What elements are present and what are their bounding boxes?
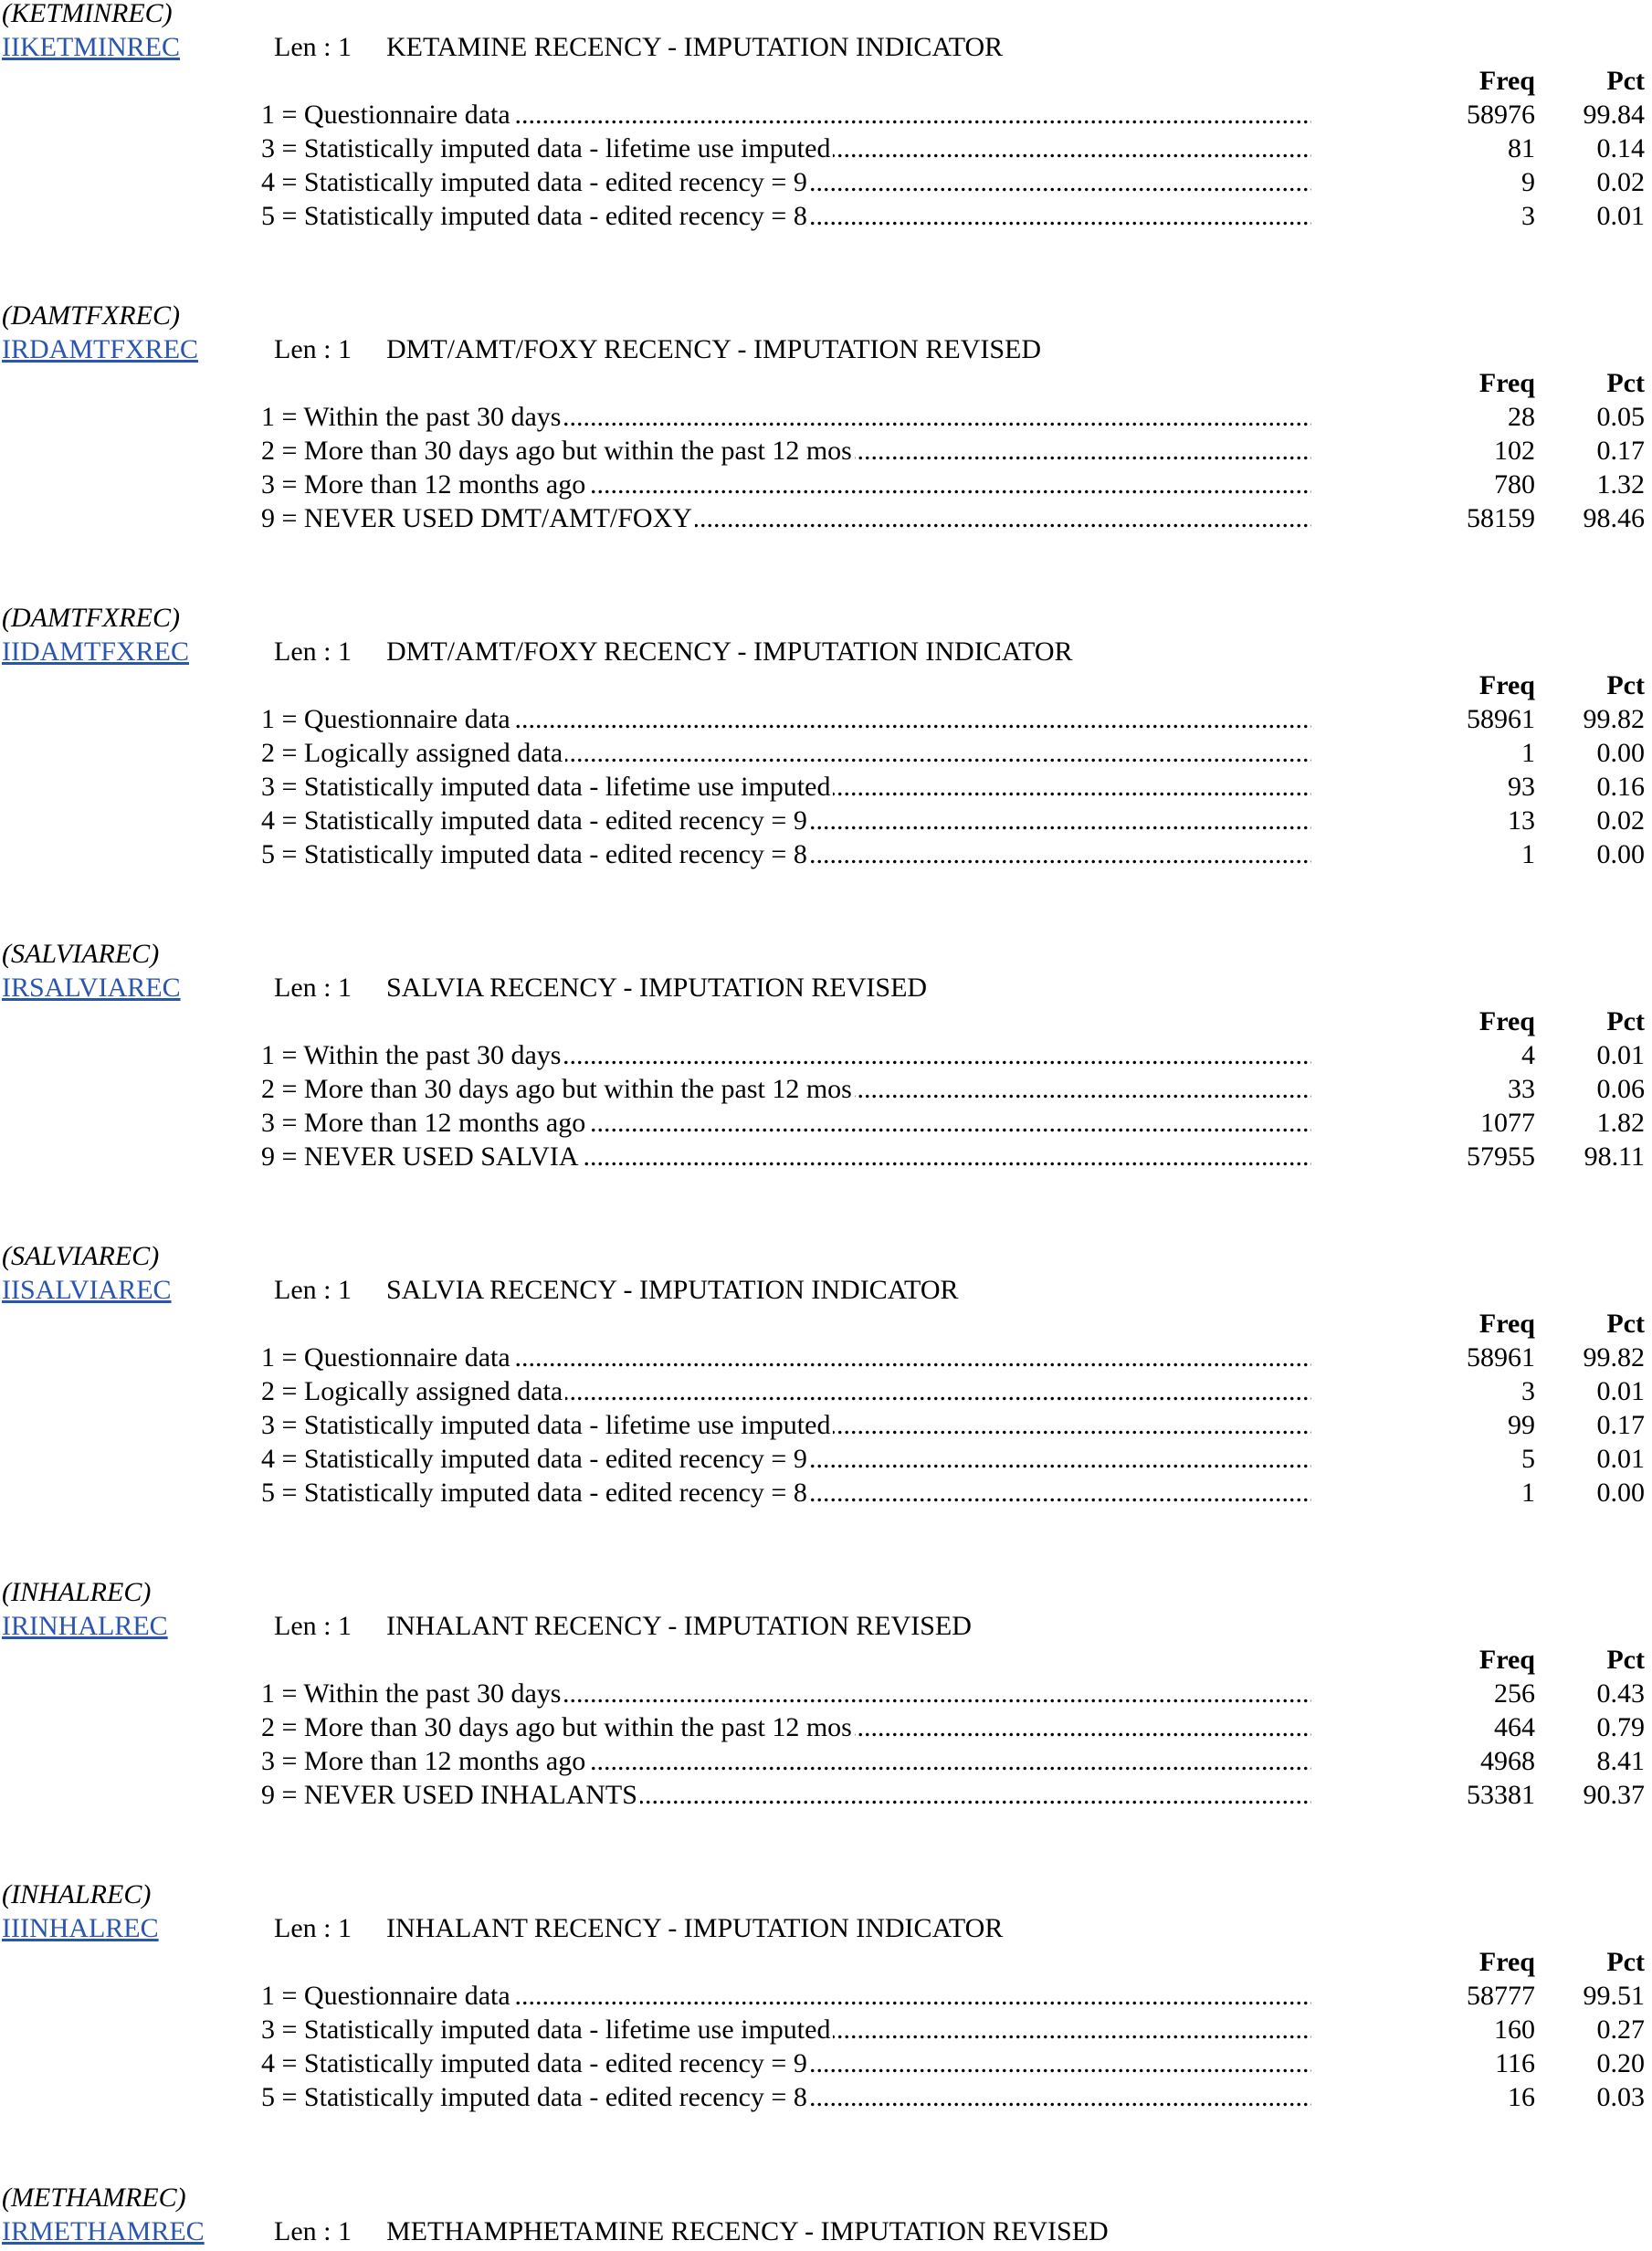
variable-name-link[interactable]: IRDAMTFXREC xyxy=(2,334,199,364)
value-label xyxy=(261,1748,1311,1779)
value-label xyxy=(261,706,1311,737)
value-label xyxy=(261,169,1311,200)
variable-name-link[interactable]: IIKETMINREC xyxy=(2,32,180,62)
value-label xyxy=(261,1378,1311,1409)
pct-value: 8.41 xyxy=(1596,1746,1645,1776)
variable-label: INHALANT RECENCY - IMPUTATION INDICATOR xyxy=(386,1913,1004,1943)
value-row xyxy=(0,1748,1652,1781)
value-label xyxy=(261,203,1311,234)
value-row xyxy=(0,169,1652,202)
value-label xyxy=(261,1782,1311,1813)
value-row xyxy=(0,404,1652,437)
freq-value: 3 xyxy=(1521,1376,1535,1406)
value-label xyxy=(261,404,1311,435)
source-variable: (DAMTFXREC) xyxy=(2,603,180,633)
value-label-text: 9 = NEVER USED INHALANTS xyxy=(261,1782,640,1810)
value-label-text: 9 = NEVER USED SALVIA xyxy=(261,1143,582,1172)
variable-label: SALVIA RECENCY - IMPUTATION REVISED xyxy=(386,973,928,1003)
freq-value: 116 xyxy=(1495,2048,1535,2078)
pct-value: 99.82 xyxy=(1583,1342,1645,1373)
variable-name-link[interactable]: IRINHALREC xyxy=(2,1611,168,1641)
pct-header: Pct xyxy=(1606,1006,1645,1036)
value-row xyxy=(0,1378,1652,1411)
pct-value: 1.82 xyxy=(1596,1108,1645,1138)
value-label-text: 5 = Statistically imputed data - edited recency = 8 xyxy=(261,841,810,869)
variable-name-link[interactable]: IIINHALREC xyxy=(2,1913,159,1943)
source-variable: (DAMTFXREC) xyxy=(2,300,180,331)
length-label: Len : 1 xyxy=(274,636,352,667)
value-row xyxy=(0,2084,1652,2117)
freq-value: 58976 xyxy=(1467,100,1535,130)
value-label-text: 5 = Statistically imputed data - edited recency = 8 xyxy=(261,1479,810,1508)
pct-value: 0.00 xyxy=(1596,1478,1645,1508)
freq-value: 1 xyxy=(1521,1478,1535,1508)
value-label-text: 1 = Within the past 30 days xyxy=(261,1680,563,1709)
freq-header: Freq xyxy=(1478,368,1535,398)
value-label-text: 2 = More than 30 days ago but within the past 12 mos xyxy=(261,437,855,466)
pct-value: 0.03 xyxy=(1596,2082,1645,2112)
value-row xyxy=(0,1983,1652,2015)
value-label-text: 1 = Within the past 30 days xyxy=(261,404,563,432)
value-label xyxy=(261,1714,1311,1745)
pct-value: 0.01 xyxy=(1596,1376,1645,1406)
length-label: Len : 1 xyxy=(274,2216,352,2246)
source-variable: (KETMINREC) xyxy=(2,0,173,28)
value-row xyxy=(0,706,1652,739)
pct-value: 0.01 xyxy=(1596,201,1645,231)
freq-value: 57955 xyxy=(1467,1141,1535,1172)
freq-value: 99 xyxy=(1508,1410,1535,1440)
value-label-text: 2 = Logically assigned data xyxy=(261,740,565,768)
value-label-text: 3 = Statistically imputed data - lifetime use imputed xyxy=(261,1412,833,1440)
freq-value: 81 xyxy=(1508,133,1535,163)
value-row xyxy=(0,841,1652,874)
freq-header: Freq xyxy=(1478,66,1535,96)
value-label xyxy=(261,1412,1311,1443)
pct-value: 99.84 xyxy=(1583,100,1645,130)
value-row xyxy=(0,437,1652,470)
source-variable: (SALVIAREC) xyxy=(2,939,160,969)
pct-value: 0.27 xyxy=(1596,2014,1645,2045)
pct-value: 0.17 xyxy=(1596,436,1645,466)
value-label xyxy=(261,1076,1311,1107)
value-row xyxy=(0,101,1652,134)
pct-value: 0.02 xyxy=(1596,167,1645,197)
value-label xyxy=(261,1983,1311,2014)
freq-value: 58961 xyxy=(1467,704,1535,734)
freq-value: 4 xyxy=(1521,1040,1535,1070)
value-label-text: 9 = NEVER USED DMT/AMT/FOXY xyxy=(261,505,695,533)
value-row xyxy=(0,1479,1652,1512)
value-label-text: 4 = Statistically imputed data - edited recency = 9 xyxy=(261,169,810,197)
variable-label: KETAMINE RECENCY - IMPUTATION INDICATOR xyxy=(386,32,1004,62)
freq-value: 93 xyxy=(1508,772,1535,802)
variable-label: INHALANT RECENCY - IMPUTATION REVISED xyxy=(386,1611,972,1641)
value-row xyxy=(0,807,1652,840)
pct-value: 0.01 xyxy=(1596,1444,1645,1474)
pct-value: 0.06 xyxy=(1596,1074,1645,1104)
value-row xyxy=(0,1782,1652,1814)
pct-value: 0.20 xyxy=(1596,2048,1645,2078)
length-label: Len : 1 xyxy=(274,334,352,364)
value-row xyxy=(0,203,1652,236)
freq-value: 5 xyxy=(1521,1444,1535,1474)
pct-value: 0.79 xyxy=(1596,1712,1645,1742)
freq-value: 13 xyxy=(1508,805,1535,836)
value-row xyxy=(0,1446,1652,1478)
value-label-text: 3 = Statistically imputed data - lifetime use imputed xyxy=(261,135,833,163)
freq-value: 1 xyxy=(1521,839,1535,869)
freq-header: Freq xyxy=(1478,1309,1535,1339)
freq-value: 780 xyxy=(1494,469,1535,500)
pct-value: 0.05 xyxy=(1596,402,1645,432)
freq-value: 256 xyxy=(1494,1678,1535,1709)
value-label xyxy=(261,437,1311,468)
freq-value: 160 xyxy=(1494,2014,1535,2045)
variable-label: SALVIA RECENCY - IMPUTATION INDICATOR xyxy=(386,1275,959,1305)
value-label xyxy=(261,1446,1311,1477)
value-label-text: 3 = More than 12 months ago xyxy=(261,1110,588,1138)
value-row xyxy=(0,773,1652,806)
pct-value: 0.00 xyxy=(1596,839,1645,869)
value-label xyxy=(261,740,1311,771)
value-row xyxy=(0,1076,1652,1109)
value-row xyxy=(0,471,1652,504)
value-label xyxy=(261,2084,1311,2115)
value-label-text: 3 = Statistically imputed data - lifetime use imputed xyxy=(261,773,833,802)
variable-name-link[interactable]: IIDAMTFXREC xyxy=(2,636,190,667)
freq-header: Freq xyxy=(1478,670,1535,700)
freq-value: 28 xyxy=(1508,402,1535,432)
source-variable: (INHALREC) xyxy=(2,1879,152,1909)
value-label xyxy=(261,807,1311,838)
pct-value: 98.46 xyxy=(1583,503,1645,533)
length-label: Len : 1 xyxy=(274,1611,352,1641)
freq-value: 9 xyxy=(1521,167,1535,197)
value-row xyxy=(0,135,1652,168)
value-label xyxy=(261,101,1311,132)
value-row xyxy=(0,1110,1652,1142)
freq-value: 58961 xyxy=(1467,1342,1535,1373)
length-label: Len : 1 xyxy=(274,1913,352,1943)
value-label xyxy=(261,1680,1311,1711)
value-label-text: 1 = Within the past 30 days xyxy=(261,1042,563,1070)
value-row xyxy=(0,1042,1652,1075)
pct-value: 0.00 xyxy=(1596,738,1645,768)
value-label xyxy=(261,1479,1311,1510)
variable-label: DMT/AMT/FOXY RECENCY - IMPUTATION REVISED xyxy=(386,334,1042,364)
value-label xyxy=(261,1344,1311,1375)
pct-header: Pct xyxy=(1606,1947,1645,1977)
pct-value: 0.14 xyxy=(1596,133,1645,163)
value-label-text: 4 = Statistically imputed data - edited recency = 9 xyxy=(261,1446,810,1474)
pct-value: 0.43 xyxy=(1596,1678,1645,1709)
value-label-text: 5 = Statistically imputed data - edited recency = 8 xyxy=(261,203,810,231)
value-row xyxy=(0,2016,1652,2049)
value-label-text: 3 = More than 12 months ago xyxy=(261,1748,588,1776)
pct-value: 99.82 xyxy=(1583,704,1645,734)
value-row xyxy=(0,1412,1652,1445)
variable-label: DMT/AMT/FOXY RECENCY - IMPUTATION INDICATOR xyxy=(386,636,1073,667)
value-row xyxy=(0,740,1652,773)
source-variable: (INHALREC) xyxy=(2,1577,152,1607)
value-label xyxy=(261,1143,1311,1174)
freq-value: 4968 xyxy=(1480,1746,1535,1776)
value-label xyxy=(261,2050,1311,2081)
pct-value: 98.11 xyxy=(1584,1141,1645,1172)
variable-name-link[interactable]: IRMETHAMREC xyxy=(2,2216,205,2246)
pct-value: 1.32 xyxy=(1596,469,1645,500)
value-label-text: 2 = More than 30 days ago but within the past 12 mos xyxy=(261,1714,855,1742)
value-label xyxy=(261,135,1311,166)
freq-value: 464 xyxy=(1494,1712,1535,1742)
value-row xyxy=(0,1680,1652,1713)
value-row xyxy=(0,1344,1652,1377)
variable-name-link[interactable]: IRSALVIAREC xyxy=(2,973,181,1003)
length-label: Len : 1 xyxy=(274,973,352,1003)
pct-value: 0.02 xyxy=(1596,805,1645,836)
pct-value: 99.51 xyxy=(1583,1981,1645,2011)
pct-value: 0.17 xyxy=(1596,1410,1645,1440)
value-row xyxy=(0,1714,1652,1747)
source-variable: (METHAMREC) xyxy=(2,2183,186,2213)
value-label-text: 2 = More than 30 days ago but within the past 12 mos xyxy=(261,1076,855,1104)
freq-header: Freq xyxy=(1478,1645,1535,1675)
value-label-text: 1 = Questionnaire data xyxy=(261,1344,513,1373)
value-label-text: 3 = More than 12 months ago xyxy=(261,471,588,500)
value-row xyxy=(0,505,1652,538)
value-label xyxy=(261,2016,1311,2047)
length-label: Len : 1 xyxy=(274,32,352,62)
source-variable: (SALVIAREC) xyxy=(2,1241,160,1271)
pct-header: Pct xyxy=(1606,1645,1645,1675)
freq-value: 3 xyxy=(1521,201,1535,231)
freq-value: 33 xyxy=(1508,1074,1535,1104)
value-row xyxy=(0,1143,1652,1176)
pct-value: 0.16 xyxy=(1596,772,1645,802)
value-label-text: 1 = Questionnaire data xyxy=(261,101,513,130)
value-label-text: 5 = Statistically imputed data - edited recency = 8 xyxy=(261,2084,810,2112)
value-label xyxy=(261,1110,1311,1141)
freq-value: 58777 xyxy=(1467,1981,1535,2011)
variable-name-link[interactable]: IISALVIAREC xyxy=(2,1275,172,1305)
value-label xyxy=(261,505,1311,536)
length-label: Len : 1 xyxy=(274,1275,352,1305)
freq-header: Freq xyxy=(1478,1006,1535,1036)
pct-value: 0.01 xyxy=(1596,1040,1645,1070)
value-label xyxy=(261,841,1311,872)
freq-value: 1 xyxy=(1521,738,1535,768)
value-label-text: 1 = Questionnaire data xyxy=(261,706,513,734)
value-label xyxy=(261,471,1311,502)
pct-value: 90.37 xyxy=(1583,1780,1645,1810)
pct-header: Pct xyxy=(1606,368,1645,398)
variable-label: METHAMPHETAMINE RECENCY - IMPUTATION REVISED xyxy=(386,2216,1109,2246)
value-label-text: 1 = Questionnaire data xyxy=(261,1983,513,2011)
pct-header: Pct xyxy=(1606,66,1645,96)
freq-value: 16 xyxy=(1508,2082,1535,2112)
value-label-text: 2 = Logically assigned data xyxy=(261,1378,565,1406)
value-label-text: 3 = Statistically imputed data - lifetime use imputed xyxy=(261,2016,833,2045)
pct-header: Pct xyxy=(1606,1309,1645,1339)
freq-value: 58159 xyxy=(1467,503,1535,533)
freq-value: 1077 xyxy=(1480,1108,1535,1138)
pct-header: Pct xyxy=(1606,670,1645,700)
value-row xyxy=(0,2050,1652,2083)
value-label-text: 4 = Statistically imputed data - edited recency = 9 xyxy=(261,807,810,836)
freq-value: 53381 xyxy=(1467,1780,1535,1810)
value-label-text: 4 = Statistically imputed data - edited recency = 9 xyxy=(261,2050,810,2078)
value-label xyxy=(261,1042,1311,1073)
value-label xyxy=(261,773,1311,805)
freq-header: Freq xyxy=(1478,1947,1535,1977)
freq-value: 102 xyxy=(1494,436,1535,466)
